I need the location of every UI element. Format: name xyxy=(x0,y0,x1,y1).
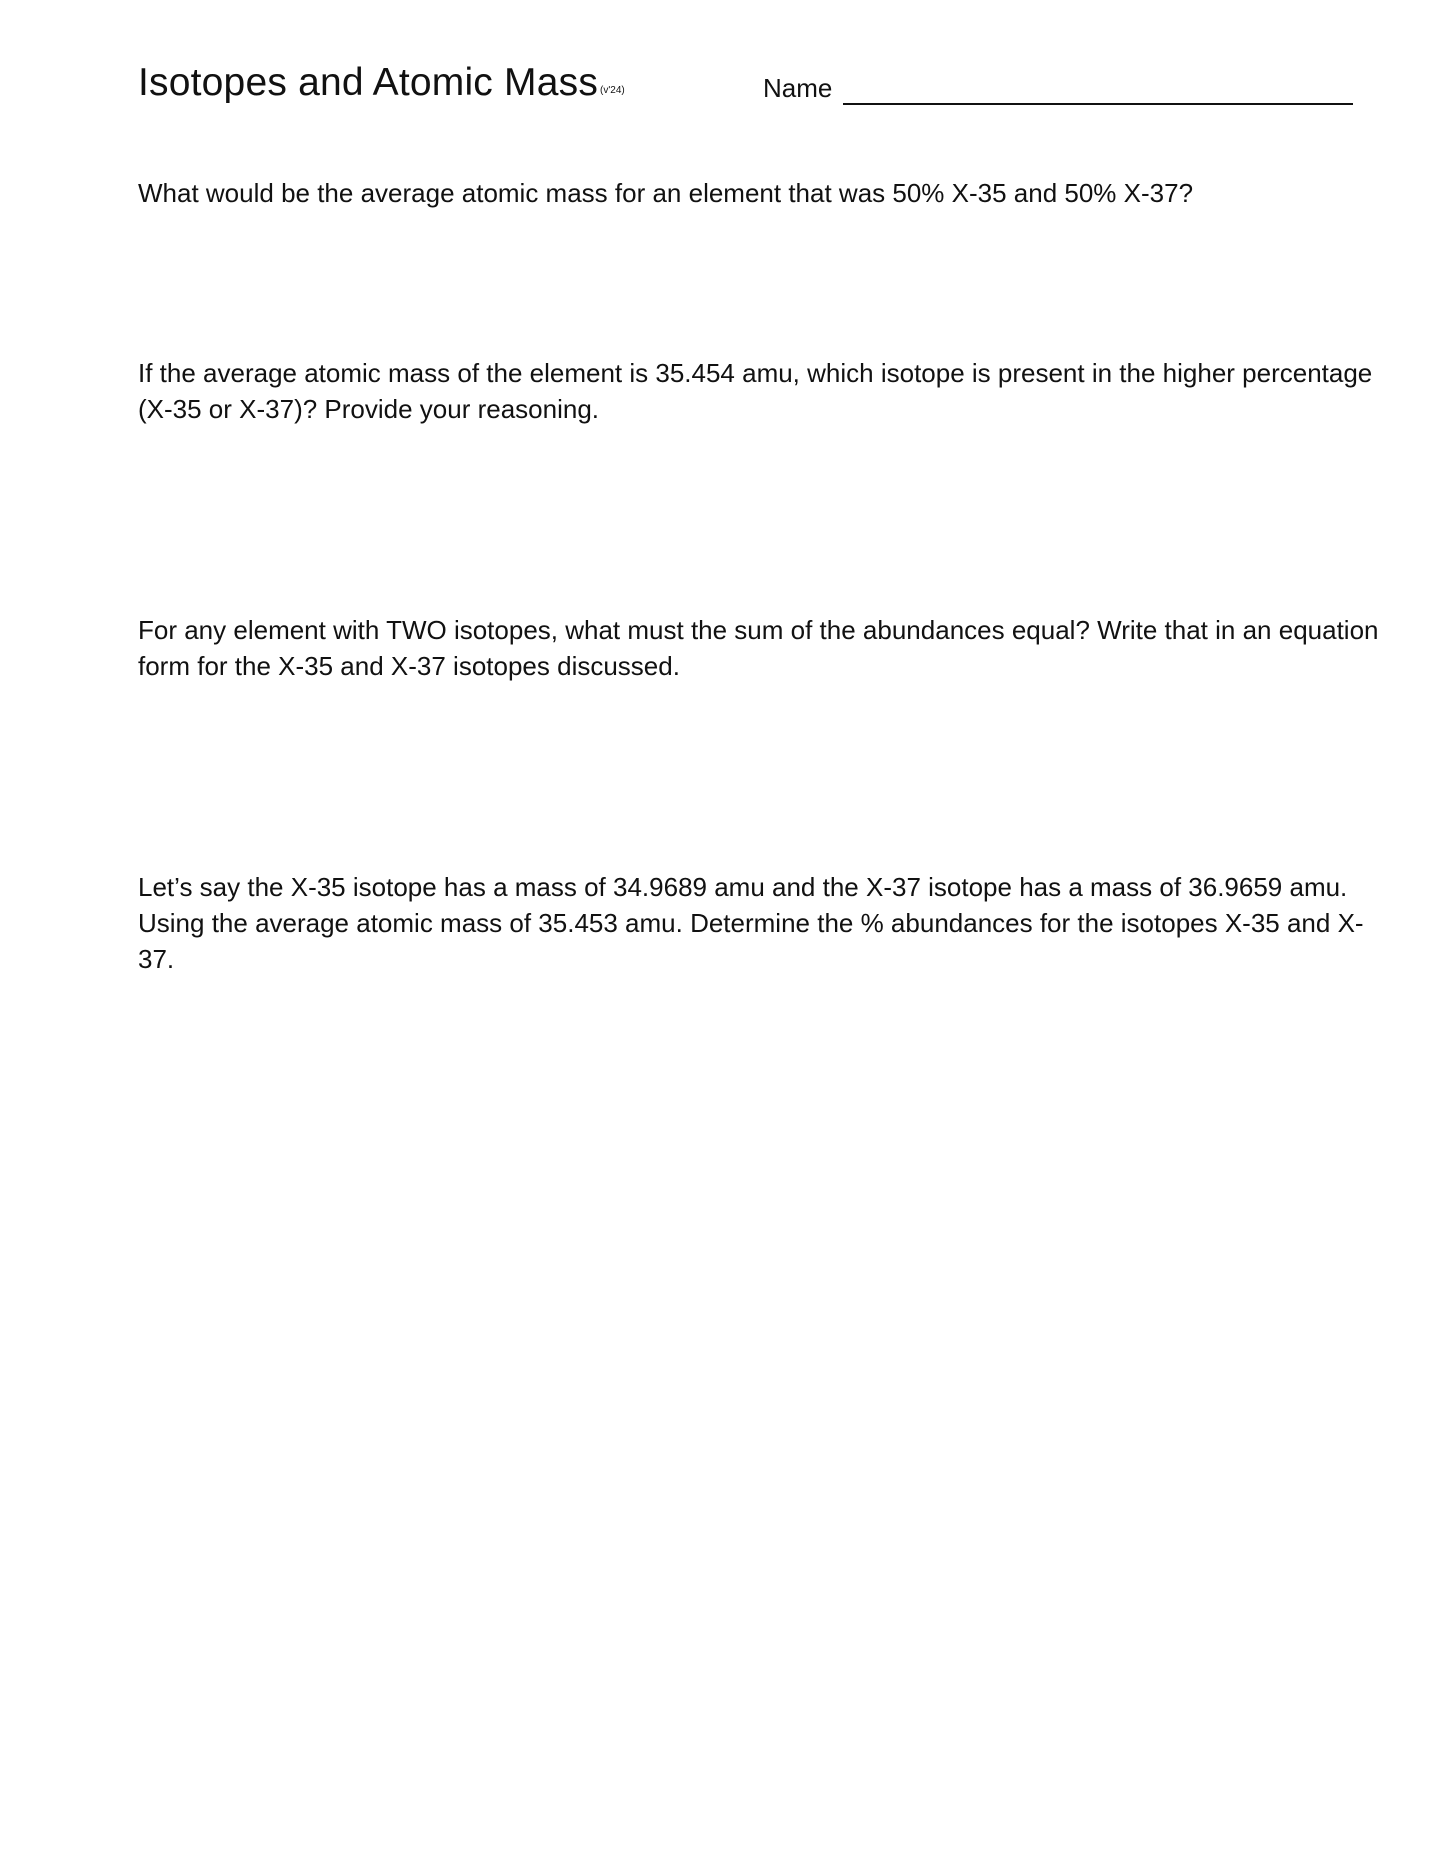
question-4: Let’s say the X-35 isotope has a mass of 34.9689 amu and the X-37 isotope has a mass of 36.9659 amu. Using the average atomic mass of 35.453 amu. Determine the % abundances for the isotopes X-35 and X-37. xyxy=(138,872,1364,974)
name-label: Name xyxy=(763,73,833,103)
name-underline[interactable] xyxy=(843,103,1353,105)
title-block xyxy=(138,60,625,106)
name-field[interactable] xyxy=(763,72,1353,112)
question-3: For any element with TWO isotopes, what must the sum of the abundances equal? Write that in an equation form for the X-35 and X-37 isotopes discussed. xyxy=(138,615,1379,681)
page-title: Isotopes and Atomic Mass xyxy=(138,61,599,104)
question-1: What would be the average atomic mass for an element that was 50% X-35 and 50% X-37? xyxy=(138,178,1194,208)
version-label: (v'24) xyxy=(600,85,625,96)
question-2: If the average atomic mass of the element is 35.454 amu, which isotope is present in the higher percentage (X-35 or X-37)? Provide your reasoning. xyxy=(138,358,1373,424)
